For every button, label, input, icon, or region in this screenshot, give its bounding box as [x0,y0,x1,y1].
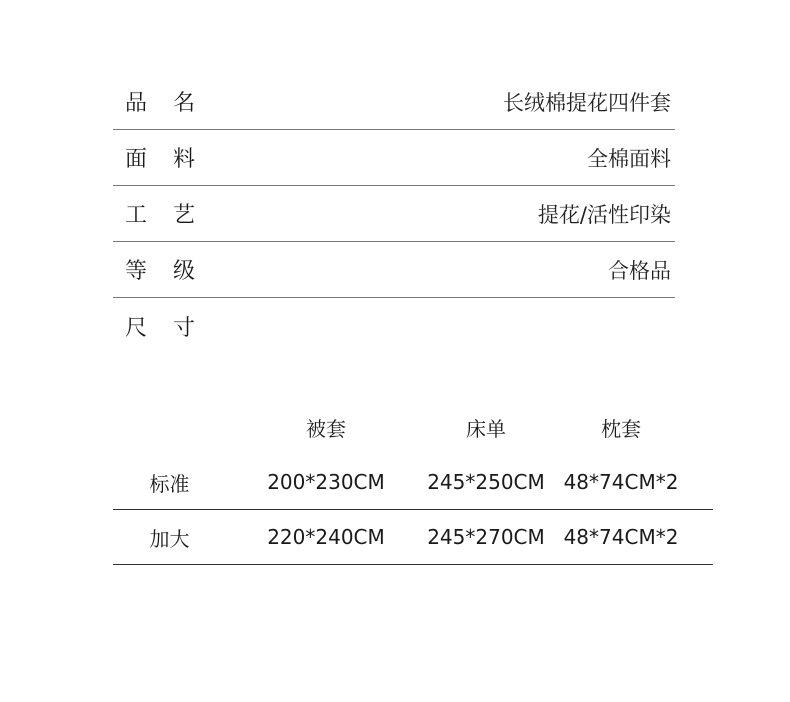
size-cell: 220*240CM [267,525,385,549]
spec-label-char: 级 [172,259,195,284]
spec-label [113,86,195,117]
spec-value: 合格品 [608,258,671,283]
spec-table [113,74,675,354]
size-cell: 200*230CM [267,470,385,494]
spec-label-char: 面 [125,147,148,172]
spec-row-name [113,74,675,130]
spec-label-char: 料 [172,147,195,172]
spec-label-char: 艺 [172,203,195,228]
size-table [113,400,713,565]
spec-row-size [113,298,675,354]
spec-label-char: 工 [125,203,148,228]
row-label: 标准 [149,471,190,496]
spec-value: 提花/活性印染 [537,202,671,227]
size-row-standard [113,455,713,510]
spec-value: 全棉面料 [587,146,671,171]
spec-row-fabric [113,130,675,186]
header-pillowcase: 枕套 [601,417,641,441]
row-label: 加大 [149,526,190,551]
spec-label-char: 尺 [125,315,148,341]
spec-label-char: 等 [125,259,148,284]
spec-value: 长绒棉提花四件套 [503,90,671,115]
size-cell: 245*270CM [427,525,545,549]
spec-row-grade [113,242,675,298]
spec-label [113,198,195,229]
header-bed-sheet: 床单 [466,417,506,441]
spec-label [113,142,195,173]
spec-label [113,254,195,285]
spec-label-char: 品 [125,91,148,116]
spec-label-char: 寸 [172,315,195,341]
spec-label [113,311,195,342]
spec-label-char: 名 [172,91,195,116]
size-cell: 48*74CM*2 [563,525,679,549]
size-cell: 48*74CM*2 [563,470,679,494]
size-table-header [113,400,713,455]
size-row-large [113,510,713,565]
spec-row-craft [113,186,675,242]
size-cell: 245*250CM [427,470,545,494]
header-duvet-cover: 被套 [306,417,346,441]
